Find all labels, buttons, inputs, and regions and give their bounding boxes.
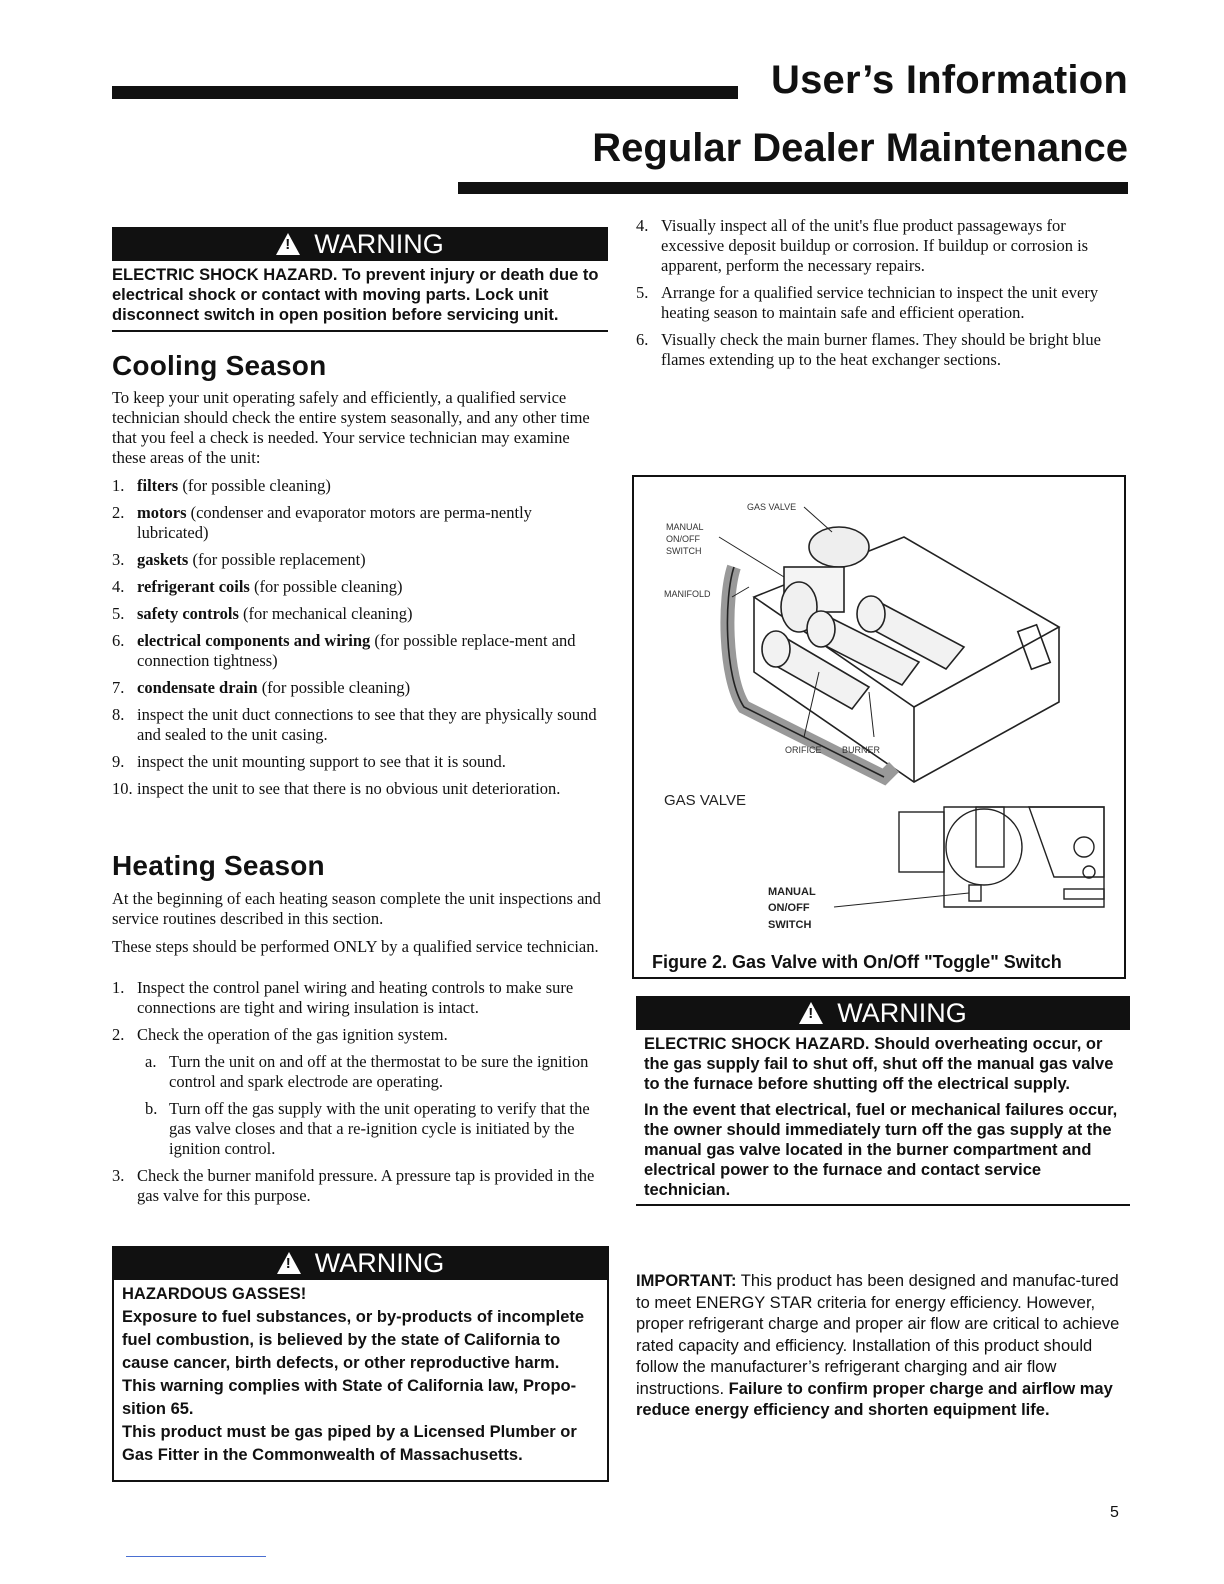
heating-steps-continued — [636, 216, 1126, 377]
warning-electric-shock — [112, 227, 608, 332]
warning-banner — [112, 227, 608, 261]
header-rule-right — [458, 182, 1128, 194]
figure-label-orifice: ORIFICE — [785, 745, 822, 755]
list-item: 4. refrigerant coils (for possible cleaning) — [112, 577, 403, 596]
warning-triangle-icon — [277, 1252, 301, 1274]
header-rule-left — [112, 86, 738, 99]
warning-text: Exposure to fuel substances, or by-products of incomplete fuel combustion, is believed by the state of California to cause cancer, birth defects, or other reproductive harm. — [122, 1308, 585, 1372]
cooling-intro: To keep your unit operating safely and efficiently, a qualified service technician should check the entire system seasonally, and any other time that you feel a check is needed. Your service technician may examine these areas of the unit: — [112, 388, 590, 467]
warning-banner — [636, 996, 1130, 1030]
list-item: 5. safety controls (for mechanical cleaning) — [112, 604, 413, 623]
list-item: 1. Inspect the control panel wiring and heating controls to make sure connections are tight and wiring insulation is intact. — [112, 978, 574, 1017]
warning-label: WARNING — [314, 229, 444, 259]
list-item: 6. Visually check the main burner flames. They should be bright blue flames extending up to the heat exchanger sections. — [636, 330, 1101, 369]
important-text: This product has been designed and manufac-tured to meet ENERGY STAR criteria for energy efficiency. However, proper refrigerant charge and proper air flow are critical to achieve rated capacity and efficiency. Installation of this product should follow the manufacturer’s refrigerant charging and air flow instructions. — [636, 1272, 1120, 1398]
detail-label-switch: SWITCH — [768, 919, 812, 931]
warning-text: ELECTRIC SHOCK HAZARD. To prevent injury or death due to electrical shock or contact with moving parts. Lock unit disconnect switch in open position before servicing unit. — [112, 265, 608, 332]
warning-label: WARNING — [837, 998, 967, 1028]
figure-caption: Figure 2. Gas Valve with On/Off "Toggle" Switch — [652, 952, 1062, 972]
warning-text: This product must be gas piped by a Licensed Plumber or Gas Fitter in the Commonwealth of Massachusetts. — [122, 1423, 577, 1464]
cooling-checklist — [112, 476, 602, 806]
burner-assembly-illustration — [634, 477, 1124, 947]
warning-hazardous-gasses — [112, 1246, 609, 1482]
warning-triangle-icon — [276, 233, 300, 255]
warning-overheating — [636, 996, 1130, 1206]
warning-text: In the event that electrical, fuel or mechanical failures occur, the owner should immediately turn off the gas supply at the manual gas valve located in the burner compartment and electrical power to the furnace and contact service technician. — [644, 1101, 1118, 1199]
heating-steps — [112, 978, 602, 1213]
list-item: 3. Check the burner manifold pressure. A pressure tap is provided in the gas valve for this purpose. — [112, 1166, 595, 1205]
warning-triangle-icon — [799, 1002, 823, 1024]
page-number: 5 — [1110, 1504, 1119, 1521]
page-title: Regular Dealer Maintenance — [592, 126, 1128, 170]
warning-heading: HAZARDOUS GASSES! — [122, 1285, 307, 1303]
gas-valve-detail — [899, 807, 1104, 907]
list-item: a. Turn the unit on and off at the thermostat to be sure the ignition control and spark electrode are operating. — [145, 1052, 589, 1091]
section-title: User’s Information — [771, 58, 1128, 102]
important-bold-tail: Failure to confirm proper charge and airflow may reduce energy efficiency and shorten equipment life. — [636, 1379, 1113, 1419]
list-item: 7. condensate drain (for possible cleaning) — [112, 678, 411, 697]
warning-label: WARNING — [314, 1248, 445, 1278]
list-item: 5. Arrange for a qualified service technician to inspect the unit every heating season to maintain safe and efficient operation. — [636, 283, 1099, 322]
list-item: 4. Visually inspect all of the unit's flue product passageways for excessive deposit buildup or corrosion. If buildup or corrosion is apparent, perform the necessary repairs. — [636, 216, 1089, 275]
figure-label-gas-valve: GAS VALVE — [664, 792, 746, 809]
footer-link-underline — [126, 1556, 266, 1557]
heating-season-heading: Heating Season — [112, 850, 325, 881]
heating-para-1: At the beginning of each heating season complete the unit inspections and service routines described in this section. — [112, 889, 601, 928]
figure-gas-valve — [632, 475, 1126, 979]
cooling-season-heading: Cooling Season — [112, 350, 327, 381]
list-item: 1. filters (for possible cleaning) — [112, 476, 331, 495]
figure-label-manifold: MANIFOLD — [664, 589, 711, 599]
warning-text: This warning complies with State of California law, Propo-sition 65. — [122, 1377, 577, 1418]
list-item: 6. electrical components and wiring (for possible replace-ment and connection tightness) — [112, 631, 576, 670]
detail-label-manual: MANUAL — [768, 886, 816, 898]
list-item: 2. Check the operation of the gas ignition system. a. Turn the unit on and off at the thermostat to be sure the ignition control and spark electrode are operating. b. Turn off the gas supply with the unit operating to verify that the gas valve closes and that a re-ignition cycle is initiated by the ignition control. — [112, 1025, 602, 1159]
list-item: 10. inspect the unit to see that there is no obvious unit deterioration. — [112, 779, 561, 798]
important-note — [636, 1271, 1130, 1422]
warning-text: ELECTRIC SHOCK HAZARD. Should overheating occur, or the gas supply fail to shut off, shut off the manual gas valve to the furnace before shutting off the electrical supply. — [644, 1035, 1114, 1093]
list-item: 2. motors (condenser and evaporator motors are perma-nently lubricated) — [112, 503, 532, 542]
important-lead: IMPORTANT: — [636, 1272, 737, 1290]
figure-label-gas-valve-top: GAS VALVE — [747, 502, 797, 512]
list-item: 9. inspect the unit mounting support to see that it is sound. — [112, 752, 506, 771]
list-item: 8. inspect the unit duct connections to see that they are physically sound and sealed to the unit casing. — [112, 705, 597, 744]
figure-label-onoff: ON/OFF — [666, 534, 700, 544]
detail-label-onoff: ON/OFF — [768, 902, 810, 914]
figure-label-manual: MANUAL — [666, 522, 704, 532]
warning-banner — [112, 1246, 609, 1280]
figure-label-burner: BURNER — [842, 745, 881, 755]
heating-para-2: These steps should be performed ONLY by a qualified service technician. — [112, 937, 599, 956]
list-item: 3. gaskets (for possible replacement) — [112, 550, 366, 569]
list-item: b. Turn off the gas supply with the unit operating to verify that the gas valve closes and that a re-ignition cycle is initiated by the ignition control. — [145, 1099, 590, 1158]
figure-label-switch: SWITCH — [666, 546, 702, 556]
